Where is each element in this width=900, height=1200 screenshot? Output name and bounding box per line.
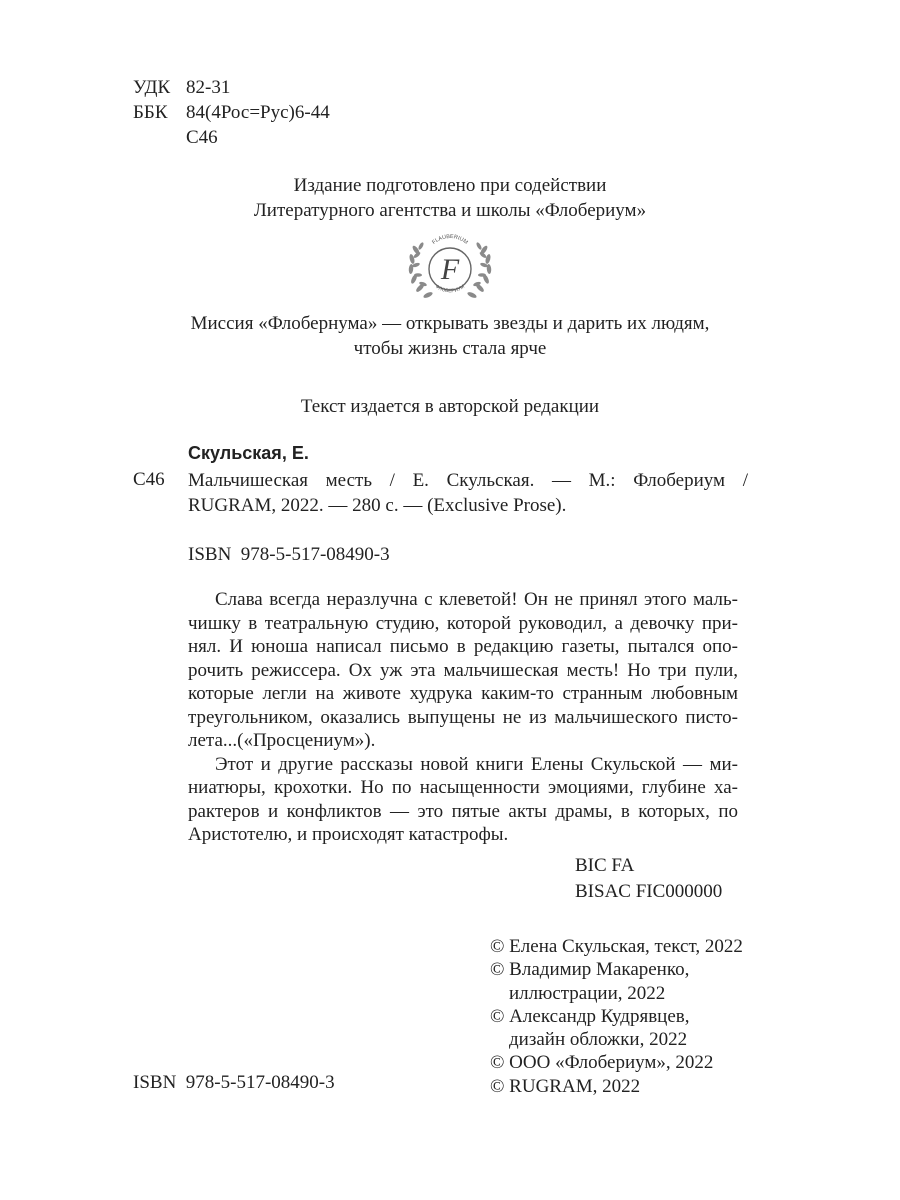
annotation-line: которые легли на животе худрука каким-то странным любовным [188,683,738,704]
support-line-2: Литературного агентства и школы «Флобериум» [253,200,647,221]
flauberium-logo-icon [402,226,498,306]
logo-bottom-text: ФЛОБЕРИУМ [434,283,466,295]
catalog-desc-line-1: Мальчишеская месть / Е. Скульская. — М.: Флобериум / [188,470,748,491]
catalog-author: Скульская, Е. [188,443,309,463]
classification-codes [133,76,330,151]
bbk-value: 84(4Рос=Рус)6-44 [186,102,330,123]
mission-statement [0,312,900,362]
copyright-line: © ООО «Флобериум», 2022 [490,1052,714,1074]
udk-line [133,76,330,101]
subject-classification [575,854,722,906]
catalog-code: С46 [133,469,165,490]
annotation-line: чишку в театральную студию, которой руководил, а девочку при- [188,612,738,634]
isbn-bottom: ISBN 978-5-517-08490-3 [133,1072,335,1093]
copyright-line: © Елена Скульская, текст, 2022 [490,936,743,957]
annotation [188,588,738,847]
bisac-code: BISAC FIC000000 [575,881,723,902]
copyright-line: дизайн обложки, 2022 [490,1029,688,1051]
annotation-line: Аристотелю, и происходят катастрофы. [188,824,509,845]
logo-graphic [402,226,498,306]
annotation-line: лета...(«Просцениум»). [188,730,376,751]
udk-key: УДК [133,77,171,98]
copyright-line: © Владимир Макаренко, [490,959,690,981]
annotation-line: Слава всегда неразлучна с клеветой! Он не принял этого маль- [215,589,738,610]
isbn-top: ISBN 978-5-517-08490-3 [188,544,390,565]
annotation-paragraph-2 [188,753,738,847]
bic-code: BIC FA [575,855,635,876]
annotation-line: рочить режиссера. Ох уж эта мальчишеская месть! Но три пули, [188,659,738,681]
mission-line-1: Миссия «Флобернума» — открывать звезды и дарить их людям, [190,313,710,334]
logo-top-text: FLAUBERIUM [431,233,469,246]
svg-text:FLAUBERIUM [431,234,469,246]
annotation-line: треугольником, оказались выпущены не из мальчишеского писто- [188,706,738,728]
copyright-line: иллюстрации, 2022 [490,982,666,1004]
edition-note: Текст издается в авторской редакции [300,396,600,417]
copyright-list [490,935,750,1098]
annotation-line: Этот и другие рассказы новой книги Елены Скульской — ми- [215,753,738,775]
annotation-line: рактеров и конфликтов — это пятые акты драмы, в которых, по [188,800,738,822]
annotation-line: нял. И юноша написал письмо в редакцию газеты, пытался опо- [188,636,738,657]
catalog-description [188,468,748,518]
bbk-line [133,101,330,126]
annotation-line: ниатюры, крохотки. Но по насыщенности эмоциями, глубине ха- [188,777,738,798]
logo-letter: F [440,253,460,286]
copyright-line: © Александр Кудрявцев, [490,1005,690,1027]
udk-value: 82-31 [186,77,231,98]
annotation-paragraph-1 [188,588,738,753]
support-line-1: Издание подготовлено при содействии [293,175,607,196]
support-statement [0,174,900,224]
bbk-key: ББК [133,102,168,123]
mission-line-2: чтобы жизнь стала ярче [353,338,547,359]
catalog-desc-line-2: RUGRAM, 2022. — 280 с. — (Exclusive Prose). [188,495,567,516]
author-mark: С46 [186,127,218,148]
copyright-line: © RUGRAM, 2022 [490,1075,641,1097]
